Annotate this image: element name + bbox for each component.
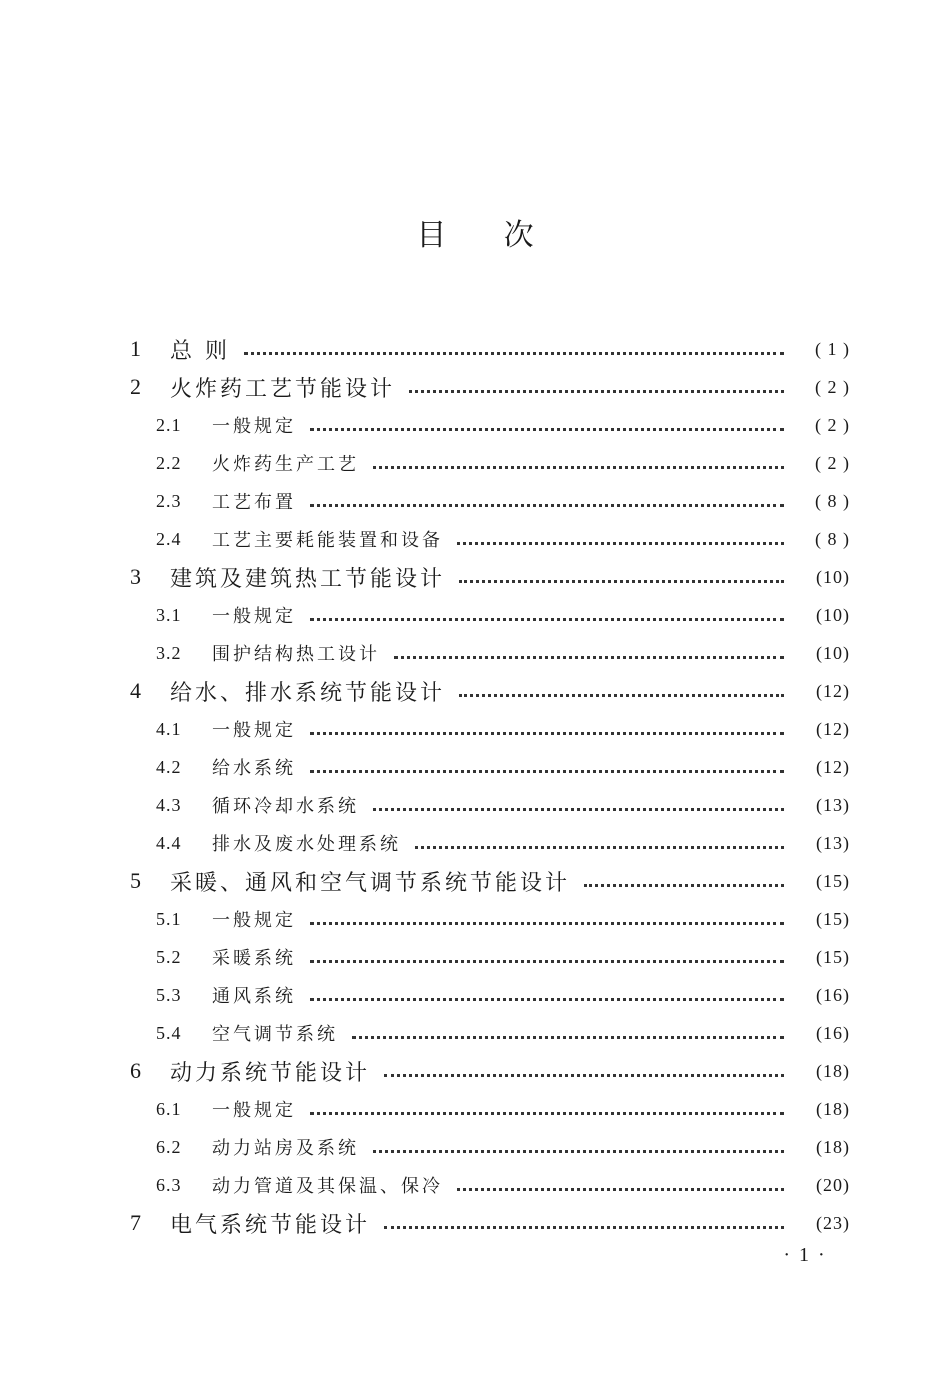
toc-entry-number: 2.4 — [156, 528, 182, 549]
dot-leader — [310, 1111, 784, 1115]
toc-entry-title: 工艺布置 — [212, 492, 296, 513]
toc-entry-number: 4.2 — [156, 756, 182, 777]
toc-chapter-entry[interactable] — [130, 368, 850, 406]
toc-entry-number: 5.4 — [156, 1022, 182, 1043]
dot-leader — [373, 1149, 784, 1153]
toc-chapter-entry[interactable] — [130, 672, 850, 710]
toc-entry-page: ( 1 ) — [815, 338, 850, 359]
toc-entry-title: 动力系统节能设计 — [170, 1060, 371, 1086]
toc-entry-page: (16) — [816, 984, 850, 1005]
toc-section-entry[interactable] — [156, 938, 850, 976]
toc-entry-title: 排水及废水处理系统 — [212, 834, 401, 855]
toc-entry-number: 2.1 — [156, 414, 182, 435]
dot-leader — [310, 959, 784, 963]
dot-leader — [384, 1073, 784, 1077]
dot-leader — [310, 997, 784, 1001]
toc-entry-number: 3.1 — [156, 604, 182, 625]
dot-leader — [415, 845, 784, 849]
toc-entry-title: 给水系统 — [212, 758, 296, 779]
toc-entry-number: 5.2 — [156, 946, 182, 967]
toc-entry-number: 7 — [130, 1210, 141, 1235]
dot-leader — [457, 541, 784, 545]
toc-entry-page: (13) — [816, 794, 850, 815]
toc-entry-number: 5.3 — [156, 984, 182, 1005]
toc-entry-page: (18) — [816, 1136, 850, 1157]
dot-leader — [352, 1035, 784, 1039]
toc-entry-title: 火炸药工艺节能设计 — [170, 376, 396, 402]
toc-entry-number: 6.3 — [156, 1174, 182, 1195]
toc-chapter-entry[interactable] — [130, 1052, 850, 1090]
toc-section-entry[interactable] — [156, 634, 850, 672]
toc-entry-number: 4.3 — [156, 794, 182, 815]
toc-entry-number: 3.2 — [156, 642, 182, 663]
toc-entry-page: (18) — [816, 1098, 850, 1119]
page-title: 目 次 — [416, 218, 534, 253]
toc-entry-page: (15) — [816, 870, 850, 891]
toc-section-entry[interactable] — [156, 520, 850, 558]
toc-entry-title: 电气系统节能设计 — [170, 1212, 371, 1238]
toc-entry-title: 总 则 — [170, 338, 230, 364]
toc-entry-page: ( 2 ) — [815, 414, 850, 435]
dot-leader — [459, 579, 784, 583]
toc-entry-title: 围护结构热工设计 — [212, 644, 380, 665]
toc-entry-number: 5 — [130, 868, 141, 893]
toc-entry-title: 采暖、通风和空气调节系统节能设计 — [170, 870, 571, 896]
toc-entry-title: 动力管道及其保温、保冷 — [212, 1176, 443, 1197]
toc-entry-title: 一般规定 — [212, 720, 296, 741]
toc-entry-number: 3 — [130, 564, 141, 589]
toc-section-entry[interactable] — [156, 482, 850, 520]
dot-leader — [373, 465, 784, 469]
toc-section-entry[interactable] — [156, 976, 850, 1014]
toc-entry-page: (13) — [816, 832, 850, 853]
dot-leader — [310, 427, 784, 431]
toc-entry-page: (12) — [816, 756, 850, 777]
toc-entry-title: 一般规定 — [212, 910, 296, 931]
dot-leader — [409, 389, 784, 393]
toc-entry-title: 通风系统 — [212, 986, 296, 1007]
page-number: · 1 · — [783, 1244, 827, 1266]
toc-section-entry[interactable] — [156, 900, 850, 938]
toc-entry-number: 2.3 — [156, 490, 182, 511]
toc-section-entry[interactable] — [156, 824, 850, 862]
toc-entry-page: (20) — [816, 1174, 850, 1195]
dot-leader — [373, 807, 784, 811]
toc-entry-title: 循环冷却水系统 — [212, 796, 359, 817]
toc-section-entry[interactable] — [156, 406, 850, 444]
toc-chapter-entry[interactable] — [130, 862, 850, 900]
toc-entry-number: 4.1 — [156, 718, 182, 739]
toc-entry-number: 6.1 — [156, 1098, 182, 1119]
toc-section-entry[interactable] — [156, 786, 850, 824]
toc-section-entry[interactable] — [156, 596, 850, 634]
toc-entry-page: (15) — [816, 946, 850, 967]
toc-chapter-entry[interactable] — [130, 1204, 850, 1242]
toc-entry-number: 5.1 — [156, 908, 182, 929]
dot-leader — [584, 883, 784, 887]
toc-entry-title: 一般规定 — [212, 1100, 296, 1121]
toc-entry-page: ( 2 ) — [815, 452, 850, 473]
toc-entry-number: 6.2 — [156, 1136, 182, 1157]
toc-entry-page: (12) — [816, 718, 850, 739]
toc-section-entry[interactable] — [156, 444, 850, 482]
dot-leader — [310, 617, 784, 621]
dot-leader — [394, 655, 784, 659]
toc-section-entry[interactable] — [156, 1166, 850, 1204]
toc-entry-page: ( 2 ) — [815, 376, 850, 397]
toc-entry-page: (12) — [816, 680, 850, 701]
toc-entry-page: (23) — [816, 1212, 850, 1233]
toc-entry-page: (18) — [816, 1060, 850, 1081]
toc-entry-number: 2.2 — [156, 452, 182, 473]
dot-leader — [310, 769, 784, 773]
dot-leader — [384, 1225, 784, 1229]
toc-entry-number: 6 — [130, 1058, 141, 1083]
toc-section-entry[interactable] — [156, 1128, 850, 1166]
toc-section-entry[interactable] — [156, 710, 850, 748]
toc-section-entry[interactable] — [156, 748, 850, 786]
toc-entry-number: 4.4 — [156, 832, 182, 853]
toc-entry-title: 给水、排水系统节能设计 — [170, 680, 446, 706]
dot-leader — [457, 1187, 784, 1191]
toc-chapter-entry[interactable] — [130, 558, 850, 596]
toc-entry-page: (15) — [816, 908, 850, 929]
toc-entry-title: 建筑及建筑热工节能设计 — [170, 566, 446, 592]
toc-entry-number: 2 — [130, 374, 141, 399]
toc-entry-title: 采暖系统 — [212, 948, 296, 969]
toc-entry-page: (10) — [816, 642, 850, 663]
toc-section-entry[interactable] — [156, 1090, 850, 1128]
toc-entry-number: 4 — [130, 678, 141, 703]
dot-leader — [310, 503, 784, 507]
toc-entry-title: 火炸药生产工艺 — [212, 454, 359, 475]
toc-chapter-entry[interactable] — [130, 330, 850, 368]
toc-entry-page: ( 8 ) — [815, 528, 850, 549]
toc-entry-title: 一般规定 — [212, 606, 296, 627]
dot-leader — [459, 693, 784, 697]
toc-entry-title: 一般规定 — [212, 416, 296, 437]
toc-entry-page: (16) — [816, 1022, 850, 1043]
toc-entry-title: 动力站房及系统 — [212, 1138, 359, 1159]
toc-entry-page: ( 8 ) — [815, 490, 850, 511]
toc-entry-page: (10) — [816, 566, 850, 587]
dot-leader — [310, 731, 784, 735]
toc-entry-title: 空气调节系统 — [212, 1024, 338, 1045]
dot-leader — [244, 351, 784, 355]
toc-entry-title: 工艺主要耗能装置和设备 — [212, 530, 443, 551]
toc-entry-number: 1 — [130, 336, 141, 361]
toc-entry-page: (10) — [816, 604, 850, 625]
toc-section-entry[interactable] — [156, 1014, 850, 1052]
dot-leader — [310, 921, 784, 925]
